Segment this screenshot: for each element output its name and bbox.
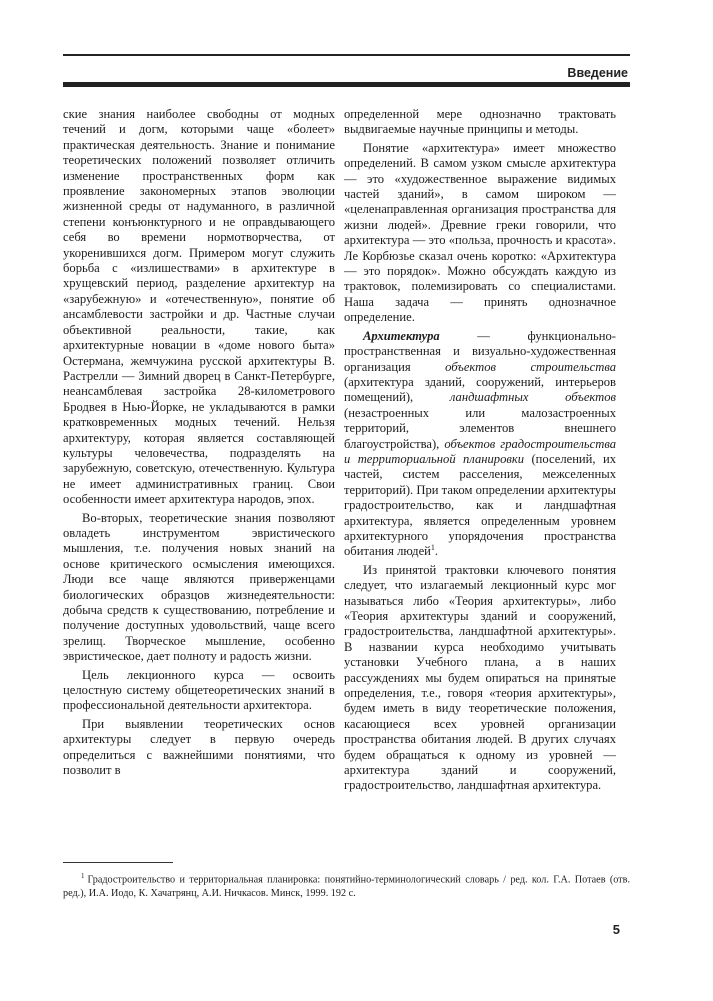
right-column: [344, 107, 616, 794]
paragraph: При выявлении теоретических основ архитектуры следует в первую очередь определиться с важнейшими понятиями, что позволит в: [63, 716, 335, 778]
italic-phrase: ландшафтных объектов: [449, 390, 616, 405]
footnote-mark: 1: [81, 872, 85, 880]
paragraph: определенной мере однозначно трактовать выдвигаемые научные принципы и методы.: [344, 107, 616, 137]
left-column: [63, 107, 335, 778]
header-rule-thin: [63, 54, 630, 56]
header-rule-thick: [63, 82, 630, 87]
paragraph: Цель лекционного курса — освоить целостную систему общетеоретических знаний в профессиональной деятельности архитектора.: [63, 667, 335, 713]
footnote-rule: [63, 862, 173, 863]
defined-term: Архитектура: [363, 328, 440, 343]
running-title: Введение: [567, 66, 628, 80]
paragraph: Из принятой трактовки ключевого понятия следует, что излагаемый лекционный курс мог называться либо «Теория архитектуры», либо «Теория архитектуры зданий и сооружений, градостроительства, ландшафтной архитектуры». В названии курса необходимо учитывать установки Учебного плана, а в наших рассуждениях мы будем опираться на принятые определения, т.е., говоря «теория архитектуры», будем иметь в виду теоретические положения, касающиеся всех уровней организации пространства обитания людей. В других случаях будем обращаться к одному из уровней — архитектура зданий и сооружений, градостроительство, ландшафтная архитектура.: [344, 562, 616, 793]
footnote: [63, 869, 630, 901]
footnote-reference[interactable]: 1: [430, 543, 435, 553]
paragraph: Понятие «архитектура» имеет множество определений. В самом узком смысле архитектура — это «художественное выражение видимых частей зданий», в самом широком — «целенаправленная организация пространства для жизни людей». Древние греки говорили, что архитектура — это «польза, прочность и красота». Ле Корбюзье сказал очень коротко: «Архитектура — это порядок». Можно обсуждать каждую из трактовок, полемизировать со специалистами. Наша задача — принять однозначное определение.: [344, 140, 616, 325]
footnote-text: Градостроительство и территориальная планировка: понятийно-терминологический словарь / ред. кол. Г.А. Потаев (отв. ред.), И.А. Иодо, К. Хачатрянц, А.И. Ничкасов. Минск, 1999. 192 с.: [63, 874, 630, 900]
paragraph: ские знания наиболее свободны от модных течений и догм, которыми чаще «болеет» практическая деятельность. Знание и понимание теоретических положений позволяет отличить изменение пространственных форм как проявление закономерных этапов эволюции жизненной среды от надуманного, в различной степени конъюнктурного и не оправдывающего себя во времени нормотворчества, от укоренившихся догм. Примером могут служить борьба с «излишествами» в архитектуре в хрущевский период, разделение архитектур на «зарубежную» и «отечественную», понятие об ансамблевости застройки и др. Частные случаи объективной реальности, такие, как архитектурные новации в «доме нового быта» Остермана, жемчужина русской архитектуры В. Растрелли — Зимний дворец в Санкт-Петербурге, неансамблевая застройка 28-километрового Бродвея в Нью-Йорке, не укладываются в рамки кратковременных модных течений. Нельзя архитектуру, которая является составляющей культуры человечества, подразделять на зарубежную, советскую, отечественную. Культура не имеет административных границ. Свои особенности имеет архитектура народов, эпох.: [63, 107, 335, 507]
page-number: 5: [612, 922, 620, 937]
definition-paragraph: Архитектура — функционально-пространственная и визуально-художественная организация объектов строительства (архитектура зданий, сооружений, интерьеров помещений), ландшафтных объектов (незастроенных или малозастроенных территорий, элементов внешнего благоустройства), объектов градостроительства и территориальной планировки (поселений, их частей, систем расселения, межселенных территорий). При таком определении архитектуры градостроительство, как и ландшафтная архитектура, является определенным уровнем архитектурного упорядочения пространства обитания людей$^1$.: [344, 328, 616, 559]
italic-phrase: объектов строительства: [445, 359, 616, 374]
italic-phrase: объектов градостроительства и территориальной планировки: [344, 436, 616, 466]
paragraph: Во-вторых, теоретические знания позволяют овладеть инструментом эвристического мышления, т.е. получения новых знаний на основе критического осмысления имеющихся. Люди все чаще являются приверженцами биологических образцов жизнедеятельности: добыча средств к существованию, потребление и получение доступных удовольствий, чаще всего зрелищ. Творческое мышление, особенно эвристическое, дает полноту и радость жизни.: [63, 510, 335, 664]
